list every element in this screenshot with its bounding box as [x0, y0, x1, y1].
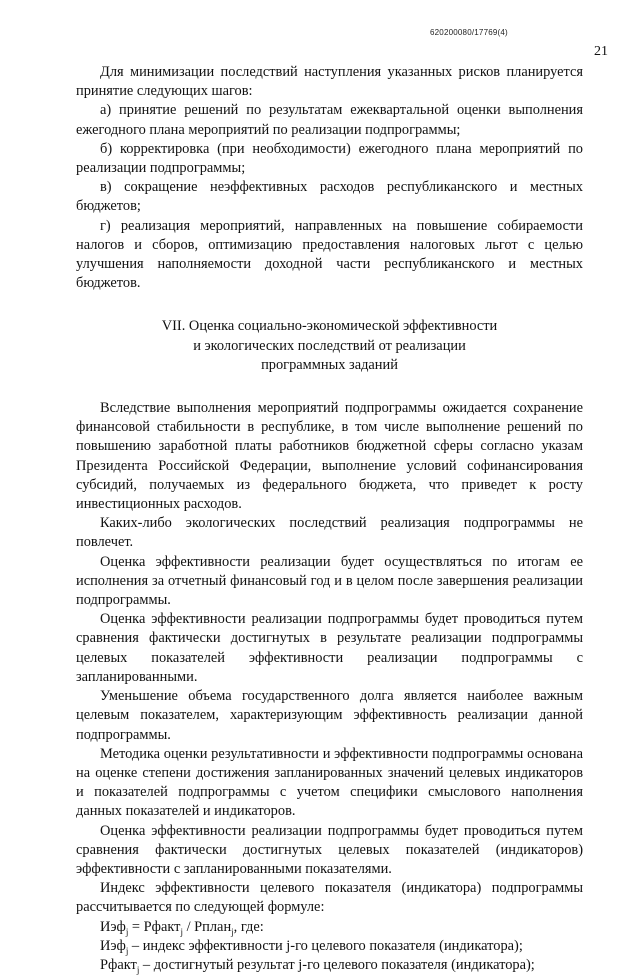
- list-item-d: г) реализация мероприятий, направленных на повышение собираемости налогов и сборов, оптимизацию предоставления налоговых льгот с целью улучшения наполняемости доходной части республиканского и местных бюджетов.: [76, 217, 583, 292]
- heading-line: и экологических последствий от реализации: [193, 337, 466, 354]
- formula-line: Иэф$_j$ = Рфакт$_j$ / Рплан$_j$, где:: [100, 918, 264, 937]
- section-heading: [76, 317, 583, 375]
- definition-line: Рфакт$_j$ – достигнутый результат j-го целевого показателя (индикатора);: [100, 956, 535, 975]
- paragraph: Оценка эффективности реализации подпрограммы будет проводиться путем сравнения фактически достигнутых целевых показателей (индикаторов) эффективности с запланированными показателями.: [76, 822, 583, 877]
- page-body: [76, 63, 583, 975]
- document-id: 620200080/17769(4): [430, 28, 508, 37]
- paragraph: Вследствие выполнения мероприятий подпрограммы ожидается сохранение финансовой стабильности в республике, в том числе выполнение решений по повышению заработной платы работников бюджетной сферы согласно указам Президента Российской Федерации, выполнение условий софинансирования субсидий, получаемых из федерального бюджета, что приведет к росту инвестиционных расходов.: [76, 400, 583, 513]
- paragraph: Оценка эффективности реализации подпрограммы будет проводиться путем сравнения фактически достигнутых в результате реализации подпрограммы целевых показателей эффективности реализации подпрограммы с запланированными.: [76, 611, 583, 685]
- list-item-c: в) сокращение неэффективных расходов республиканского и местных бюджетов;: [76, 179, 583, 215]
- paragraph: Оценка эффективности реализации будет осуществляться по итогам ее исполнения за отчетный финансовый год и в целом после завершения реализации подпрограммы.: [76, 553, 583, 609]
- paragraph: Индекс эффективности целевого показателя (индикатора) подпрограммы рассчитывается по следующей формуле:: [76, 880, 583, 916]
- list-item-b: б) корректировка (при необходимости) ежегодного плана мероприятий по реализации подпрограммы;: [76, 140, 583, 177]
- page-number: 21: [594, 44, 608, 59]
- heading-line: программных заданий: [261, 356, 398, 373]
- intro-paragraph: Для минимизации последствий наступления указанных рисков планируется принятие следующих шагов:: [76, 64, 583, 100]
- paragraph: Методика оценки результативности и эффективности подпрограммы основана на оценке степени достижения запланированных значений целевых индикаторов и показателей подпрограммы с учетом специфики смыслового наполнения данных показателей и индикаторов.: [76, 745, 583, 820]
- paragraph: Каких-либо экологических последствий реализация подпрограммы не повлечет.: [76, 515, 583, 551]
- paragraph: Уменьшение объема государственного долга является наиболее важным целевым показателем, характеризующим эффективность реализации данной подпрограммы.: [76, 688, 583, 743]
- list-item-a: а) принятие решений по результатам ежеквартальной оценки выполнения ежегодного плана мероприятий по реализации подпрограммы;: [76, 102, 583, 138]
- heading-line: VII. Оценка социально-экономической эффективности: [161, 318, 498, 335]
- definition-line: Иэф$_j$ – индекс эффективности j-го целевого показателя (индикатора);: [100, 937, 523, 956]
